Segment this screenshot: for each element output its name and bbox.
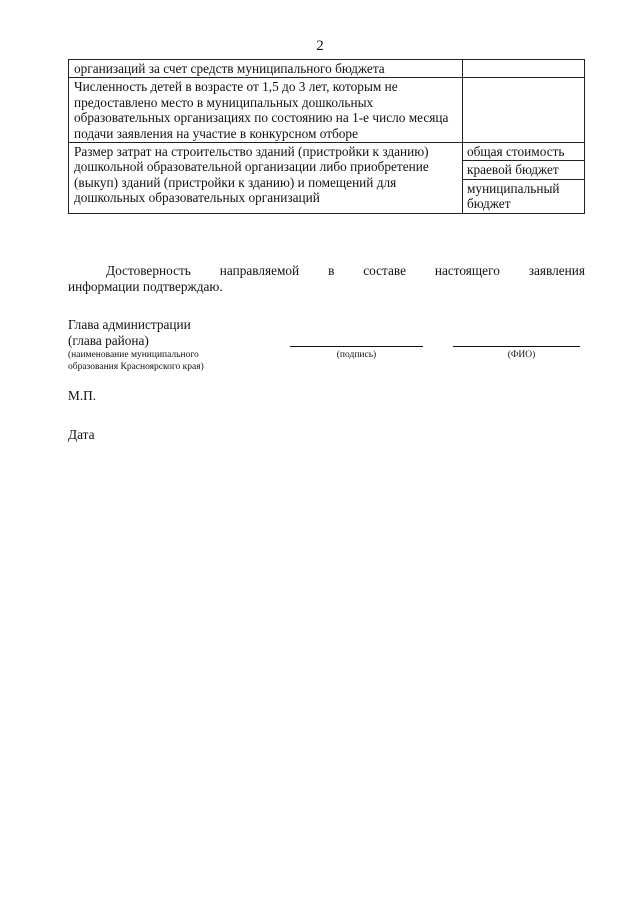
table-row	[69, 143, 585, 214]
budget-table	[68, 59, 585, 214]
table-cell-cost-breakdown	[463, 143, 585, 214]
signer-subtitle: (глава района)	[68, 333, 149, 348]
org-caption-line-1: (наименование муниципального	[68, 350, 199, 360]
table-cell-value-empty	[463, 78, 585, 143]
fio-caption: (ФИО)	[507, 350, 536, 360]
table-cell-construction-costs: Размер затрат на строительство зданий (пристройки к зданию) дошкольной образовательной организации либо приобретение (выкуп) зданий (пристройки к зданию) и помещений для дошкольных образовательных организаций	[69, 143, 463, 214]
confirmation-word: направляемой	[219, 263, 300, 278]
confirmation-word: в	[328, 263, 335, 278]
fio-line	[453, 346, 580, 347]
table-cell-children-count: Численность детей в возрасте от 1,5 до 3 лет, которым не предоставлено место в муниципальных дошкольных образовательных организациях по состоянию на 1-е число месяца подачи заявления на участие в конкурсном отборе	[69, 78, 463, 143]
confirmation-word: составе	[363, 263, 406, 278]
table-row	[69, 78, 585, 143]
confirmation-word: Достоверность	[106, 263, 191, 278]
table-cell-funding-source: организаций за счет средств муниципального бюджета	[69, 60, 463, 78]
cost-total-label: общая стоимость	[463, 143, 584, 161]
confirmation-word: заявления	[528, 263, 585, 278]
table-row	[69, 60, 585, 78]
confirmation-paragraph	[68, 263, 585, 295]
cost-municipal-label: муниципальный бюджет	[467, 180, 560, 212]
stamp-label: М.П.	[68, 388, 97, 403]
signature-caption: (подпись)	[336, 350, 377, 360]
org-caption-line-2: образования Красноярского края)	[68, 362, 204, 372]
signature-line	[290, 346, 423, 347]
table-cell-value-empty	[463, 60, 585, 78]
page-number: 2	[316, 38, 324, 54]
confirmation-line-1	[68, 263, 585, 279]
date-label: Дата	[68, 427, 95, 442]
cost-regional-label: краевой бюджет	[463, 161, 584, 179]
confirmation-word: настоящего	[434, 263, 500, 278]
confirmation-line-2: информации подтверждаю.	[68, 279, 223, 294]
signer-title: Глава администрации	[68, 317, 191, 332]
